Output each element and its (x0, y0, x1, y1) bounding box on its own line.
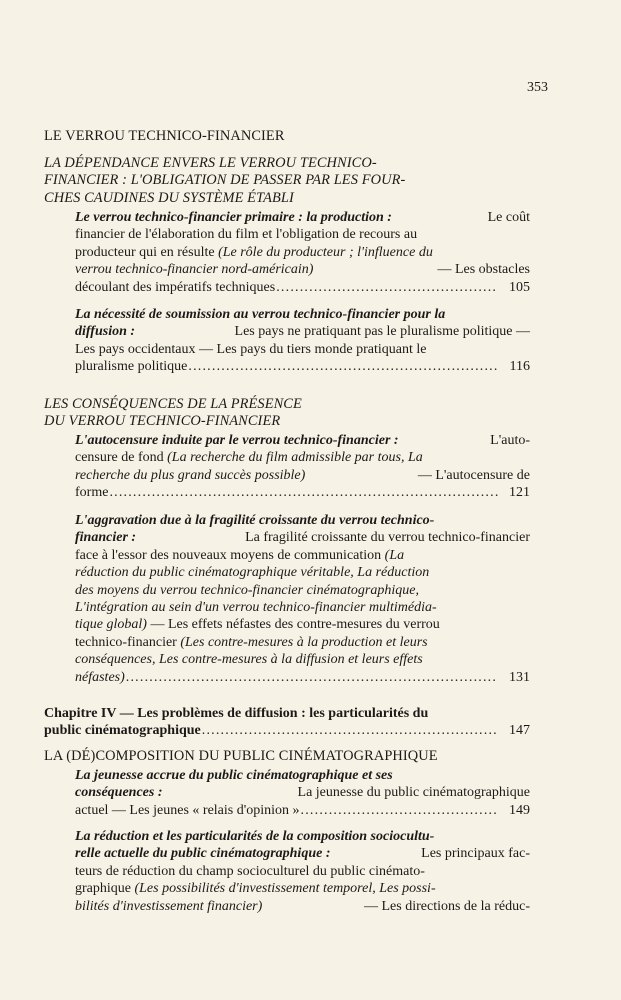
entry-leader-line: actuel — Les jeunes « relais d'opinion » ..... 149 (44, 802, 530, 819)
dot-leader (202, 722, 498, 739)
toc-entry-aggravation (44, 512, 530, 686)
entry-line: La jeunesse accrue du public cinématographique et ses (75, 768, 393, 783)
entry-line: producteur qui en résulte (Le rôle du producteur ; l'influence du (75, 244, 433, 260)
section-heading-consequences (44, 396, 530, 431)
entry-line: technico-financier (Les contre-mesures à la production et leurs (75, 634, 428, 650)
entry-leader-line: forme ..... 121 (44, 484, 530, 501)
dot-leader (188, 358, 498, 375)
entry-line: conséquences, Les contre-mesures à la diffusion et leurs effets (75, 652, 423, 668)
entry-line: La nécessité de soumission au verrou technico-financier pour la (75, 307, 446, 322)
entry-line: La réduction et les particularités de la composition sociocultu- (75, 829, 435, 844)
entry-line: Les pays occidentaux — Les pays du tiers monde pratiquant le (75, 341, 427, 357)
entry-line: Le verrou technico-financier primaire : la production : Le coût (75, 210, 530, 225)
entry-leader-line: découlant des impératifs techniques ..... 105 (44, 279, 530, 296)
entry-line: bilités d'investissement financier) — Les directions de la réduc- (75, 898, 530, 914)
entry-page-number: 105 (509, 279, 530, 295)
entry-line: L'aggravation due à la fragilité croissante du verrou technico- (75, 513, 435, 528)
section-heading-dependance (44, 155, 530, 207)
entry-line: censure de fond (La recherche du film admissible par tous, La (75, 450, 423, 466)
entry-line: graphique (Les possibilités d'investissement temporel, Les possi- (75, 881, 436, 897)
dot-leader (126, 669, 498, 686)
dot-leader (276, 279, 498, 296)
section-heading-line: CHES CAUDINES DU SYSTÈME ÉTABLI (44, 189, 294, 206)
entry-line: teurs de réduction du champ socioculturel du public cinémato- (75, 863, 425, 879)
entry-leader-line: public cinématographique ..... 147 (44, 722, 530, 739)
entry-line: diffusion : Les pays ne pratiquant pas le pluralisme politique — (75, 324, 530, 340)
entry-line: réduction du public cinématographique véritable, La réduction (75, 565, 430, 581)
entry-line: L'intégration au sein d'un verrou technico-financier multimédia- (75, 600, 437, 616)
entry-page-number: 147 (509, 723, 530, 739)
entry-line: verrou technico-financier nord-américain) — Les obstacles (75, 262, 530, 278)
section-heading-line: FINANCIER : L'OBLIGATION DE PASSER PAR LES FOUR- (44, 172, 406, 189)
entry-leader-line: néfastes) ..... 131 (44, 669, 530, 686)
entry-line: recherche du plus grand succès possible) — L'autocensure de (75, 467, 530, 483)
section-heading-line: DU VERROU TECHNICO-FINANCIER (44, 413, 281, 430)
toc-entry-jeunesse (44, 767, 530, 819)
page-number: 353 (527, 80, 548, 95)
toc-entry-production (44, 209, 530, 296)
entry-line: conséquences : La jeunesse du public cinématographique (75, 785, 530, 801)
toc-entry-autocensure (44, 432, 530, 502)
entry-line: financier de l'élaboration du film et l'obligation de recours au (75, 227, 418, 243)
entry-page-number: 149 (509, 802, 530, 818)
entry-page-number: 131 (509, 669, 530, 685)
dot-leader (109, 484, 498, 501)
entry-line: financier : La fragilité croissante du verrou technico-financier (75, 530, 530, 546)
chapter-title-line: Chapitre IV — Les problèmes de diffusion : les particularités du (44, 706, 429, 721)
entry-page-number: 121 (509, 485, 530, 501)
dot-leader (301, 802, 498, 819)
section-heading-line: LA DÉPENDANCE ENVERS LE VERROU TECHNICO- (44, 155, 377, 171)
part-heading: LE VERROU TECHNICO-FINANCIER (44, 128, 285, 144)
chapter-entry (44, 705, 530, 740)
entry-line: des moyens du verrou technico-financier cinématographique, (75, 582, 419, 598)
entry-line: face à l'essor des nouveaux moyens de communication (La (75, 547, 405, 563)
section-heading-line: LES CONSÉQUENCES DE LA PRÉSENCE (44, 396, 302, 412)
section-heading-line: LA (DÉ)COMPOSITION DU PUBLIC CINÉMATOGRAPHIQUE (44, 748, 438, 764)
entry-line: L'autocensure induite par le verrou technico-financier : L'auto- (75, 433, 530, 448)
entry-line: tique global) — Les effets néfastes des contre-mesures du verrou (75, 617, 440, 633)
entry-leader-line: pluralisme politique ..... 116 (44, 358, 530, 375)
section-heading-composition (44, 748, 530, 765)
entry-page-number: 116 (509, 359, 530, 375)
toc-entry-diffusion (44, 306, 530, 376)
entry-line: relle actuelle du public cinématographique : Les principaux fac- (75, 846, 530, 862)
toc-entry-reduction (44, 828, 530, 915)
